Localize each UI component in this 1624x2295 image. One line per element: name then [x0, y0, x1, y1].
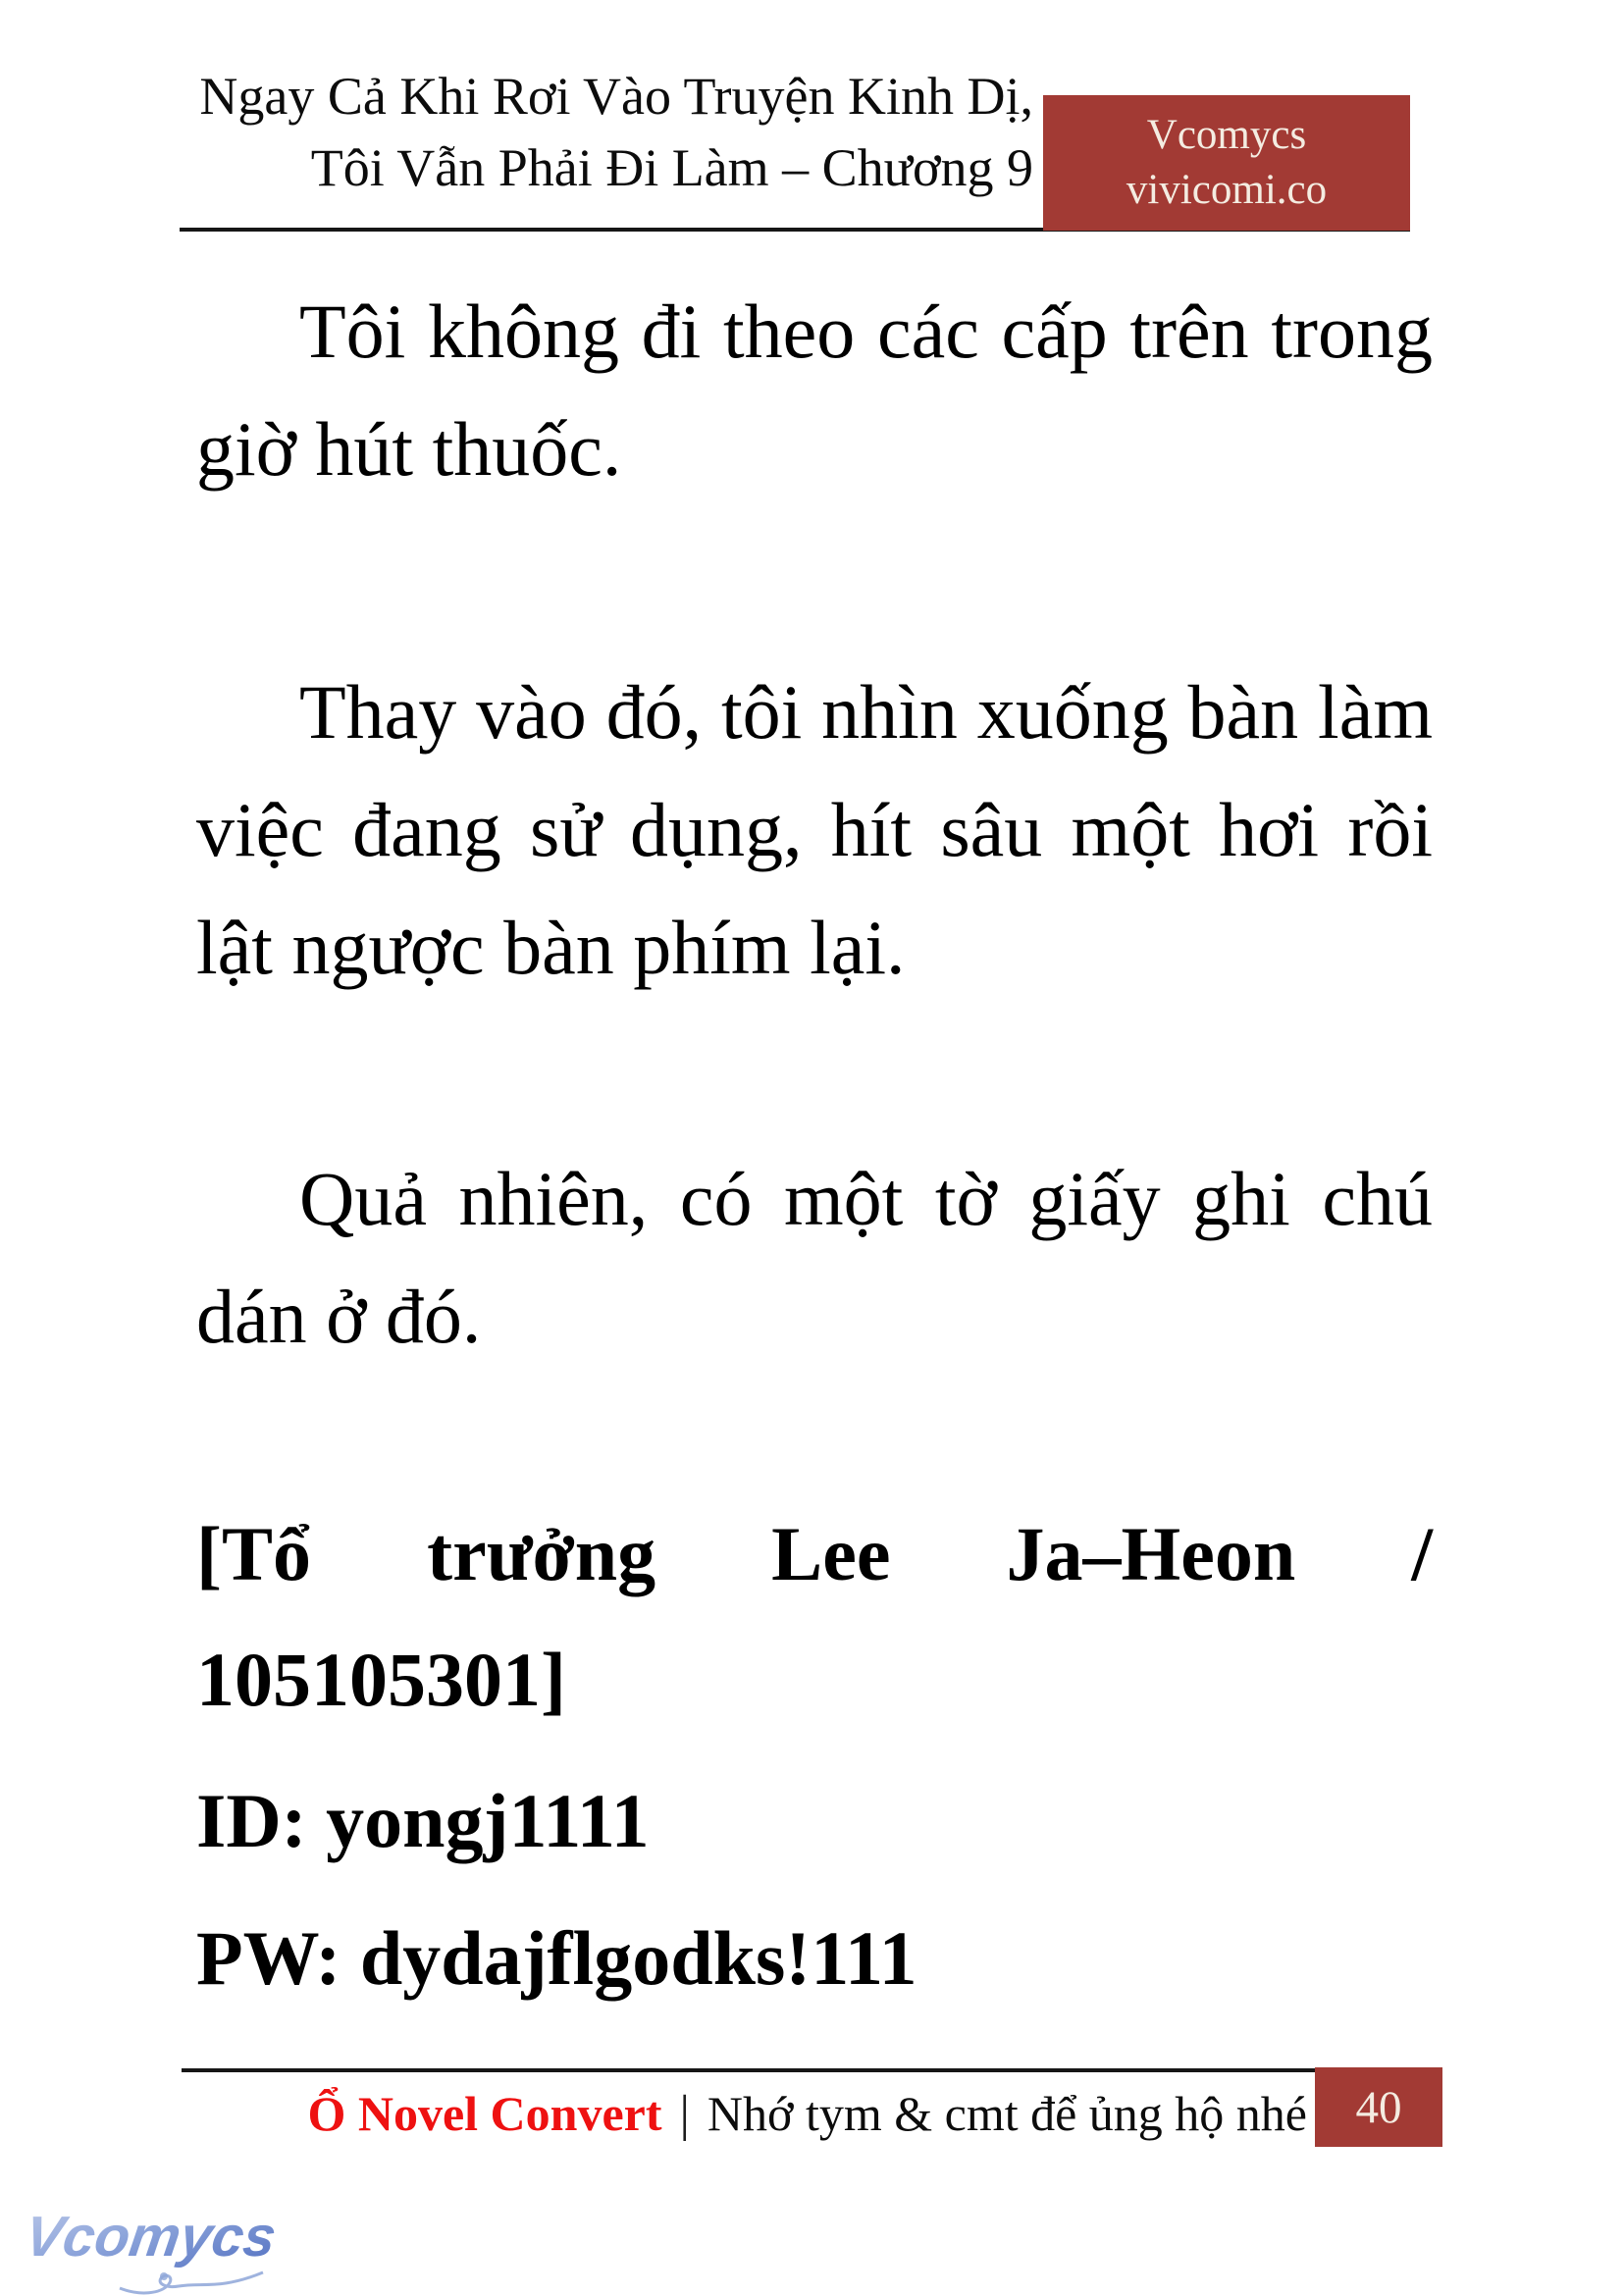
body-paragraph: Quả nhiên, có một tờ giấy ghi chú dán ở đó.: [196, 1156, 1433, 1359]
footer: [182, 2082, 1307, 2146]
site-badge-name: Vcomycs: [1146, 112, 1307, 158]
page-title-line2: Tôi Vẫn Phải Đi Làm – Chương 9: [310, 138, 1033, 197]
note-line-pw: PW: dydajflgodks!111: [196, 1915, 917, 2001]
footer-separator: |: [679, 2086, 690, 2142]
page-title: [137, 61, 1033, 204]
footer-divider: [182, 2068, 1315, 2072]
site-badge: [1043, 95, 1410, 231]
page-title-line1: Ngay Cả Khi Rơi Vào Truyện Kinh Dị,: [199, 67, 1033, 126]
site-badge-url: vivicomi.co: [1126, 167, 1328, 213]
page-number-badge: [1315, 2067, 1442, 2147]
note-line-id: ID: yongj1111: [196, 1778, 650, 1863]
vcomycs-logo: Vcomycs: [21, 2205, 281, 2269]
logo-flourish-icon: [118, 2263, 265, 2295]
page-number: 40: [1355, 2081, 1402, 2133]
note-line-manager-id: [Tổ trưởng Lee Ja–Heon / 105105301]: [196, 1511, 1433, 1722]
body-paragraph: Tôi không đi theo các cấp trên trong giờ hút thuốc.: [196, 288, 1433, 492]
footer-brand: Ổ Novel Convert: [307, 2086, 662, 2141]
footer-note: Nhớ tym & cmt để ủng hộ nhé: [707, 2086, 1307, 2141]
body-paragraph: Thay vào đó, tôi nhìn xuống bàn làm việc đang sử dụng, hít sâu một hơi rồi lật ngược bàn phím lại.: [196, 669, 1433, 990]
